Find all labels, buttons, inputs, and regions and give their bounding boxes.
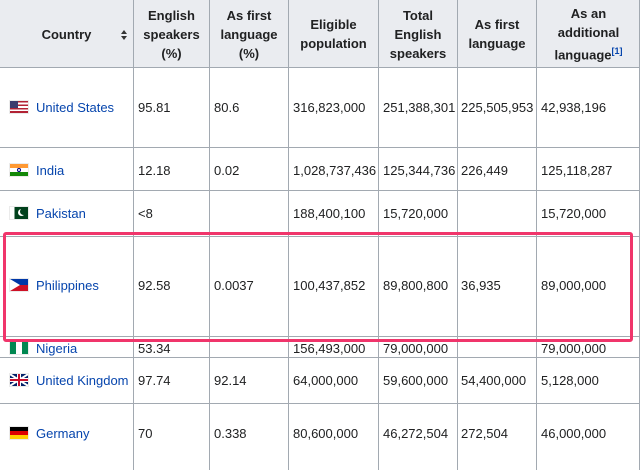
country-link-pakistan[interactable]: Pakistan [36, 205, 86, 221]
uk-flag-icon [10, 374, 28, 386]
india-flag-icon [10, 164, 28, 176]
header-label: As an additional language[1] [554, 5, 623, 63]
cell-value: 272,504 [461, 425, 508, 441]
column-header-english-speakers-pct[interactable] [134, 0, 209, 68]
column-header-additional-language[interactable] [537, 0, 640, 68]
cell-value: 125,344,736 [383, 162, 456, 178]
cell-value: 46,000,000 [541, 425, 607, 441]
column-header-total-english-speakers[interactable] [379, 0, 457, 68]
cell-value: 80.6 [214, 99, 240, 115]
cell-value: 70 [138, 425, 153, 441]
country-link-philippines[interactable]: Philippines [36, 277, 99, 293]
cell-value: 79,000,000 [541, 340, 607, 356]
cell-value: 251,388,301 [383, 99, 456, 115]
highlight-box [3, 232, 633, 342]
cell-value: 80,600,000 [293, 425, 359, 441]
germany-flag-icon [10, 427, 28, 439]
column-header-first-language-pct[interactable] [210, 0, 288, 68]
cell-value: 97.74 [138, 372, 171, 388]
cell-value: <8 [138, 205, 153, 221]
header-label: Country [41, 26, 92, 42]
country-link-united-kingdom[interactable]: United Kingdom [36, 372, 129, 388]
cell-value: 316,823,000 [293, 99, 366, 115]
cell-value: 1,028,737,436 [293, 162, 377, 178]
reference-link[interactable]: [1] [611, 45, 623, 56]
country-link-nigeria[interactable]: Nigeria [36, 340, 78, 356]
country-link-united-states[interactable]: United States [36, 99, 115, 115]
header-label: As first language [468, 17, 526, 51]
cell-value: 5,128,000 [541, 372, 599, 388]
cell-value: 89,000,000 [541, 277, 607, 293]
cell-value: 0.338 [214, 425, 247, 441]
header-label: Eligible population [300, 17, 367, 51]
cell-value: 59,600,000 [383, 372, 449, 388]
cell-value: 15,720,000 [541, 205, 607, 221]
row-divider [0, 67, 640, 68]
country-link-germany[interactable]: Germany [36, 425, 90, 441]
cell-value: 225,505,953 [461, 99, 534, 115]
header-label: As first language (%) [220, 7, 278, 61]
cell-value: 53.34 [138, 340, 171, 356]
cell-value: 188,400,100 [293, 205, 366, 221]
cell-value: 125,118,287 [541, 162, 613, 178]
cell-value: 64,000,000 [293, 372, 359, 388]
column-header-eligible-population[interactable] [289, 0, 378, 68]
sort-arrows-icon[interactable] [121, 30, 127, 40]
cell-value: 42,938,196 [541, 99, 607, 115]
cell-value: 54,400,000 [461, 372, 527, 388]
cell-value: 12.18 [138, 162, 171, 178]
cell-value: 89,800,800 [383, 277, 449, 293]
cell-value: 92.58 [138, 277, 171, 293]
cell-value: 0.0037 [214, 277, 254, 293]
pakistan-flag-icon [10, 207, 28, 219]
row-divider [0, 147, 640, 148]
cell-value: 100,437,852 [293, 277, 366, 293]
cell-value: 156,493,000 [293, 340, 366, 356]
cell-value: 15,720,000 [383, 205, 449, 221]
header-label: Total English speakers [389, 7, 447, 61]
cell-value: 36,935 [461, 277, 501, 293]
nigeria-flag-icon [10, 342, 28, 354]
column-header-first-language[interactable] [458, 0, 536, 68]
cell-value: 0.02 [214, 162, 240, 178]
column-header-country[interactable] [0, 0, 133, 68]
row-divider [0, 190, 640, 191]
us-flag-icon [10, 101, 28, 113]
header-label: English speakers (%) [143, 7, 200, 61]
country-link-india[interactable]: India [36, 162, 65, 178]
cell-value: 226,449 [461, 162, 508, 178]
row-divider [0, 403, 640, 404]
cell-value: 92.14 [214, 372, 247, 388]
cell-value: 46,272,504 [383, 425, 449, 441]
cell-value: 79,000,000 [383, 340, 449, 356]
cell-value: 95.81 [138, 99, 171, 115]
